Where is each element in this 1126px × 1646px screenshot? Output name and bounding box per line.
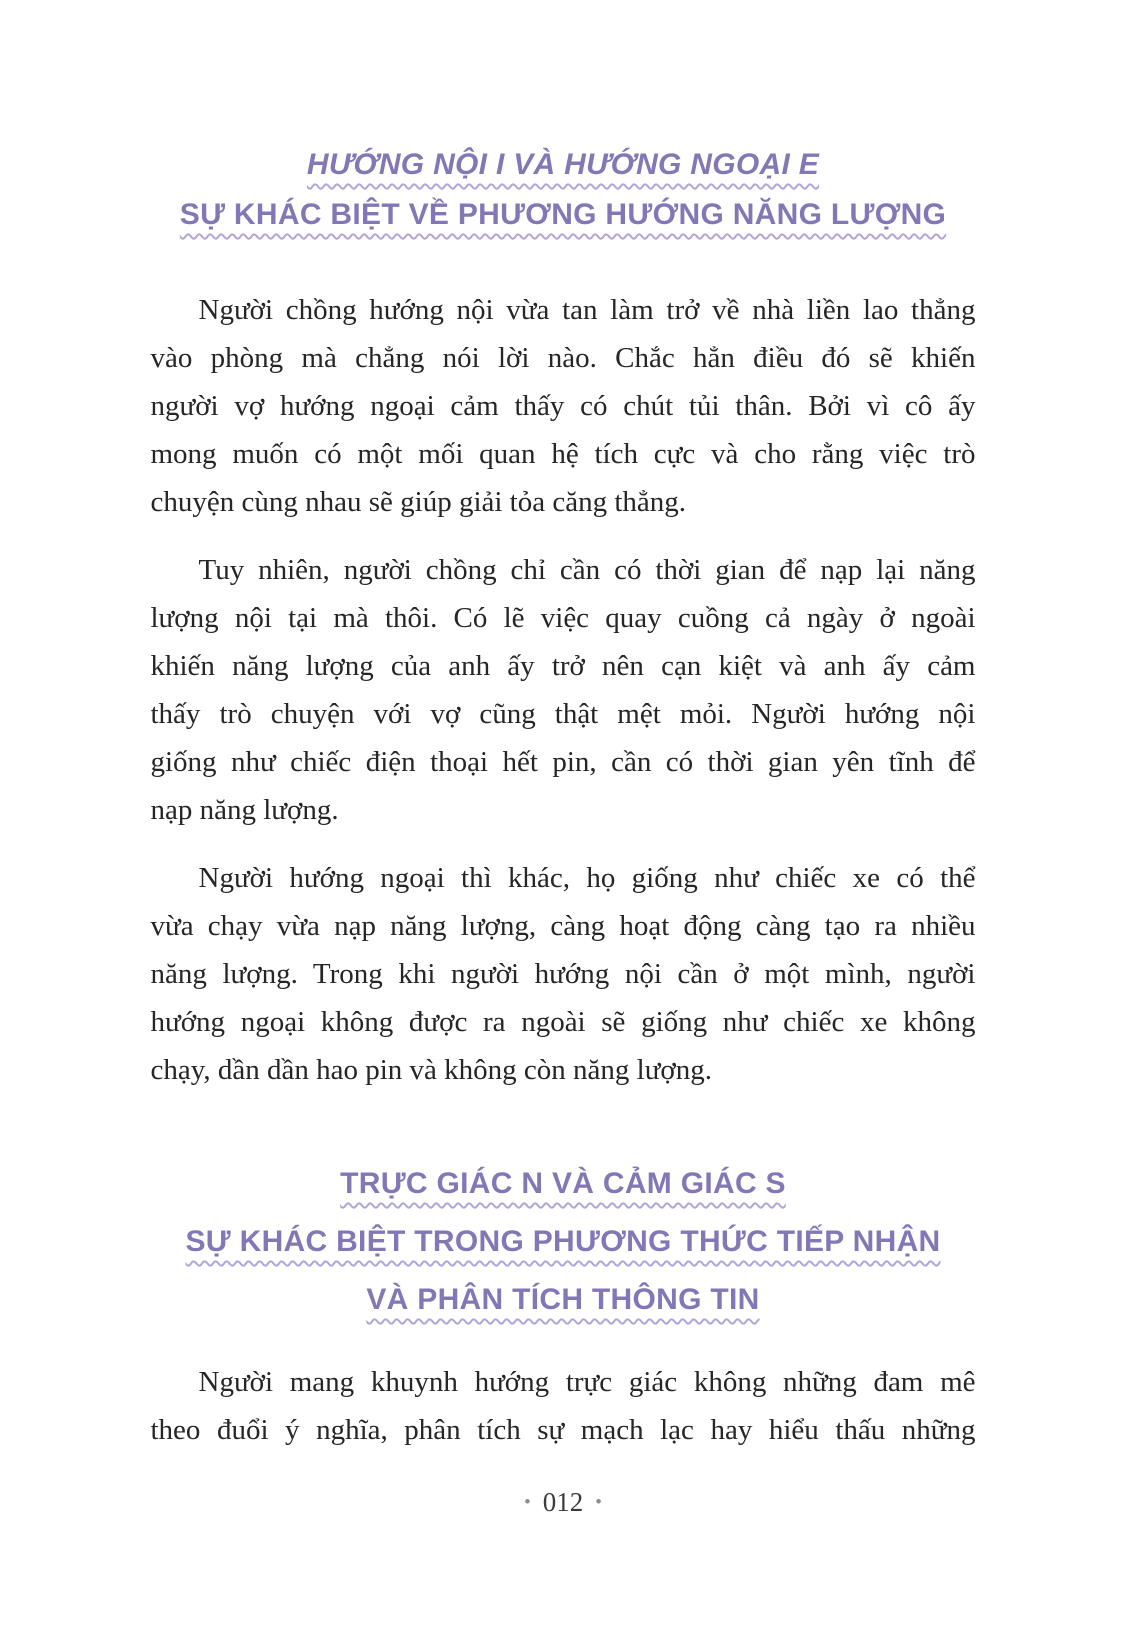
paragraph-line: năng lượng. Trong khi người hướng nội cần ở một mình, người: [150, 958, 976, 990]
paragraph-line: Người mang khuynh hướng trực giác không những đam mê: [198, 1366, 976, 1398]
paragraph-line: vào phòng mà chẳng nói lời nào. Chắc hẳn điều đó sẽ khiến: [150, 342, 976, 374]
paragraph-line: thấy trò chuyện với vợ cũng thật mệt mỏi. Người hướng nội: [150, 698, 976, 730]
page-content: [151, 0, 976, 1521]
paragraph-line: theo đuổi ý nghĩa, phân tích sự mạch lạc hay hiểu thấu những: [150, 1414, 976, 1446]
paragraph-line: khiến năng lượng của anh ấy trở nên cạn kiệt và anh ấy cảm: [150, 650, 976, 682]
section-1-paragraph-1: [151, 286, 976, 526]
paragraph-line: nạp năng lượng.: [150, 794, 339, 826]
section-1-paragraph-3: [151, 854, 976, 1094]
paragraph-line: vừa chạy vừa nạp năng lượng, càng hoạt động càng tạo ra nhiều: [150, 910, 976, 942]
heading-line: SỰ KHÁC BIỆT TRONG PHƯƠNG THỨC TIẾP NHẬN: [185, 1225, 941, 1258]
paragraph-line: lượng nội tại mà thôi. Có lẽ việc quay cuồng cả ngày ở ngoài: [150, 602, 976, 634]
page-number: 012: [542, 1487, 584, 1517]
paragraph-line: hướng ngoại không được ra ngoài sẽ giống như chiếc xe không: [150, 1006, 976, 1038]
page-number-footer: [151, 1484, 976, 1521]
paragraph-line: Tuy nhiên, người chồng chỉ cần có thời gian để nạp lại năng: [198, 554, 976, 586]
section-1-paragraph-2: [151, 546, 976, 834]
heading-line: TRỰC GIÁC N VÀ CẢM GIÁC S: [340, 1167, 786, 1200]
paragraph-line: Người hướng ngoại thì khác, họ giống như chiếc xe có thể: [198, 862, 976, 894]
heading-line: VÀ PHÂN TÍCH THÔNG TIN: [366, 1283, 760, 1316]
section-1-heading: [151, 140, 976, 240]
section-2-paragraph-1: [151, 1358, 976, 1454]
paragraph-line: người vợ hướng ngoại cảm thấy có chút tủi thân. Bởi vì cô ấy: [150, 390, 976, 422]
paragraph-line: chuyện cùng nhau sẽ giúp giải tỏa căng thẳng.: [150, 486, 687, 518]
section-2-heading: [151, 1155, 976, 1329]
footer-dot-right-icon: •: [595, 1492, 602, 1513]
paragraph-line: giống như chiếc điện thoại hết pin, cần có thời gian yên tĩnh để: [150, 746, 976, 778]
heading-line: HƯỚNG NỘI I VÀ HƯỚNG NGOẠI E: [306, 148, 820, 181]
paragraph-line: chạy, dần dần hao pin và không còn năng lượng.: [150, 1054, 713, 1086]
footer-dot-left-icon: •: [524, 1492, 531, 1513]
paragraph-line: Người chồng hướng nội vừa tan làm trở về nhà liền lao thẳng: [198, 294, 976, 326]
paragraph-line: mong muốn có một mối quan hệ tích cực và cho rằng việc trò: [150, 438, 976, 470]
heading-line: SỰ KHÁC BIỆT VỀ PHƯƠNG HƯỚNG NĂNG LƯỢNG: [179, 198, 947, 231]
